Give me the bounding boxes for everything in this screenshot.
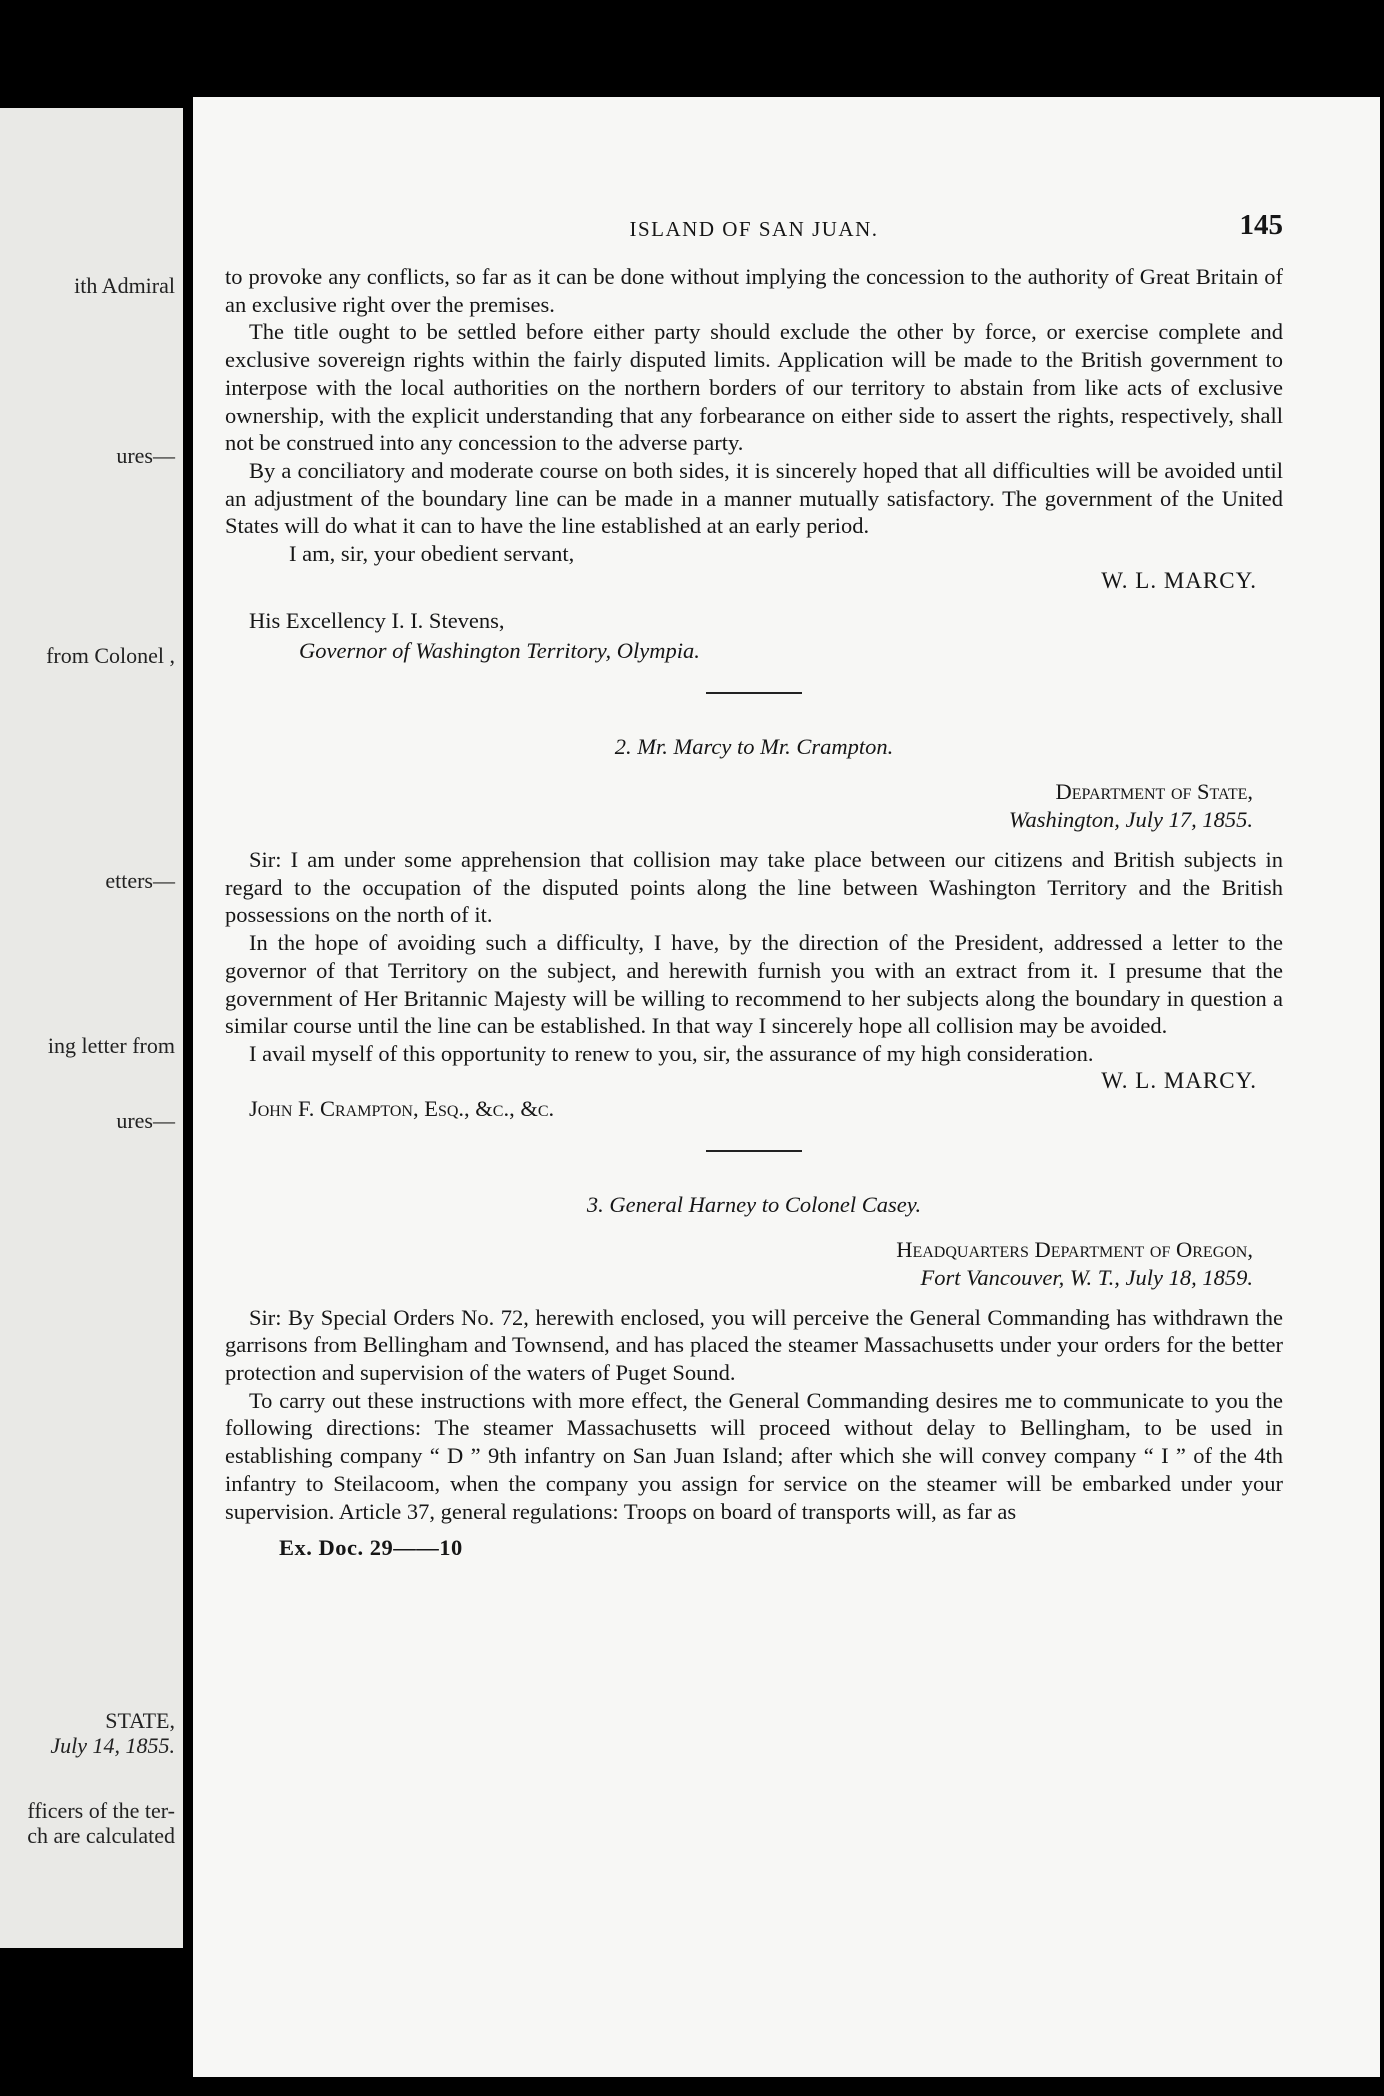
signature: W. L. MARCY.: [1101, 1067, 1257, 1093]
left-fragment-8: July 14, 1855.: [50, 1733, 175, 1758]
document-page: [193, 97, 1380, 2077]
page-content: [225, 209, 1283, 1561]
letter-heading-text: 2. Mr. Marcy to Mr. Crampton.: [614, 734, 894, 760]
closing-line: I am, sir, your obedient servant,: [289, 541, 575, 567]
dateline-place-date: Fort Vancouver, W. T., July 18, 1859.: [920, 1264, 1253, 1290]
dateline: [225, 1236, 1283, 1292]
addressee-name: John F. Crampton, Esq., &c., &c.: [249, 1095, 555, 1121]
dateline: [225, 778, 1283, 834]
paragraph: Sir: I am under some apprehension that collision may take place between our citizens and British subjects in regard to the occupation of the disputed points along the line between Washington Territory and the British possessions on the north of it.: [225, 847, 1283, 928]
paragraph: In the hope of avoiding such a difficulty, I have, by the direction of the President, addressed a letter to the governor of that Territory on the subject, and herewith furnish you with an extract from it. I presume that the government of Her Britannic Majesty will be willing to recommend to her subjects along the boundary in question a similar course until the line can be established. In that way I sincerely hope all collision may be avoided.: [225, 930, 1283, 1039]
addressee-title: Governor of Washington Territory, Olympia.: [299, 638, 700, 664]
left-fragment-1: ith Admiral: [74, 273, 175, 298]
left-fragment-9: fficers of the ter-: [27, 1798, 175, 1823]
paragraph: to provoke any conflicts, so far as it can be done without implying the concession to the authority of Great Britain of an exclusive right over the premises.: [225, 264, 1283, 317]
dateline-place-date: Washington, July 17, 1855.: [1008, 807, 1253, 833]
left-fragment-5: ing letter from: [47, 1033, 175, 1058]
left-fragment-7: STATE,: [105, 1708, 175, 1733]
addressee: [225, 1094, 1283, 1124]
paragraph: Sir: By Special Orders No. 72, herewith enclosed, you will perceive the General Commanding has withdrawn the garrisons from Bellingham and Townsend, and has placed the steamer Massachusetts under your orders for the better protection and supervision of the waters of Puget Sound.: [225, 1304, 1283, 1386]
letter-heading-text: 3. General Harney to Colonel Casey.: [586, 1191, 922, 1217]
left-fragment-4: etters—: [105, 868, 175, 893]
addressee: [225, 606, 1283, 666]
addressee-name: His Excellency I. I. Stevens,: [249, 608, 505, 634]
left-fragment-3: from Colonel ,: [46, 643, 175, 668]
dateline-office: Department of State,: [1055, 779, 1253, 805]
letter-heading: [225, 1192, 1283, 1218]
page-footer-signature-mark: Ex. Doc. 29——10: [279, 1535, 463, 1561]
dateline-office: Headquarters Department of Oregon,: [896, 1236, 1253, 1262]
section-divider: [706, 1150, 802, 1152]
paragraph: To carry out these instructions with more effect, the General Commanding desires me to communicate to you the following directions: The steamer Massachusetts will proceed without delay to Bellingham, to be used in establishing company “ D ” 9th infantry on San Juan Island; after which she will convey company “ I ” of the 4th infantry to Steilacoom, when the company you assign for service on the steamer will be embarked under your supervision. Article 37, general regulations: Troops on board of transports will, as far as: [225, 1387, 1283, 1524]
paragraph: The title ought to be settled before either party should exclude the other by force, or exercise complete and exclusive sovereign rights within the fairly disputed limits. Application will be made to the British government to interpose with the local authorities on the northern borders of our territory to abstain from like acts of exclusive ownership, with the explicit understanding that any forbearance on either side to assert the rights, respectively, shall not be construed into any concession to the adverse party.: [225, 319, 1283, 456]
paragraph: I avail myself of this opportunity to renew to you, sir, the assurance of my high consideration.: [249, 1040, 1094, 1066]
left-fragment-2: ures—: [116, 443, 175, 468]
section-divider: [706, 692, 802, 694]
left-fragment-10: ch are calculated: [27, 1823, 175, 1848]
left-fragment-6: ures—: [116, 1108, 175, 1133]
left-page-fragment: [0, 108, 183, 1948]
running-title: ISLAND OF SAN JUAN.: [629, 217, 879, 241]
paragraph: By a conciliatory and moderate course on both sides, it is sincerely hoped that all difficulties will be avoided until an adjustment of the boundary line can be made in a manner mutually satisfactory. The government of the United States will do what it can to have the line established at an early period.: [225, 457, 1283, 539]
signature: W. L. MARCY.: [1101, 568, 1257, 594]
letter-heading: [225, 734, 1283, 760]
page-number: 145: [1239, 209, 1283, 241]
running-head: [225, 209, 1283, 249]
